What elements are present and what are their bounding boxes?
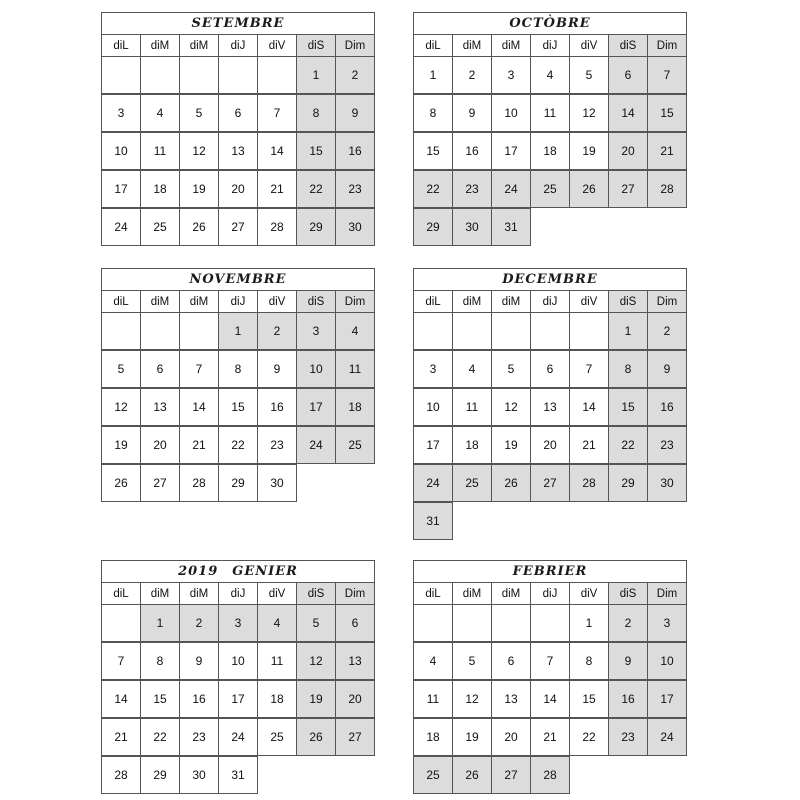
month-block-2 [101, 268, 375, 503]
month-grid [413, 34, 687, 247]
day-cell: 23 [257, 426, 297, 464]
weekday-header: diL [413, 34, 453, 57]
weekday-header: diS [608, 290, 648, 313]
day-cell: 12 [491, 388, 531, 426]
day-cell: 18 [140, 170, 180, 208]
day-cell: 27 [335, 718, 375, 756]
day-cell: 30 [452, 208, 492, 246]
month-name: OCTÒBRE [509, 16, 591, 31]
empty-cell [413, 604, 453, 642]
day-cell: 16 [179, 680, 219, 718]
weekday-header: diM [179, 34, 219, 57]
month-grid [101, 34, 375, 247]
day-cell: 5 [569, 56, 609, 94]
day-cell: 5 [491, 350, 531, 388]
empty-cell [101, 56, 141, 94]
day-cell: 14 [257, 132, 297, 170]
day-cell: 29 [218, 464, 258, 502]
day-cell: 24 [647, 718, 687, 756]
empty-cell [140, 56, 180, 94]
day-cell: 3 [101, 94, 141, 132]
day-cell: 16 [335, 132, 375, 170]
day-cell: 2 [335, 56, 375, 94]
day-cell: 10 [491, 94, 531, 132]
day-cell: 22 [140, 718, 180, 756]
day-cell: 26 [179, 208, 219, 246]
month-block-5 [413, 560, 687, 795]
day-cell: 3 [218, 604, 258, 642]
empty-cell [413, 312, 453, 350]
day-cell: 16 [608, 680, 648, 718]
day-cell: 11 [335, 350, 375, 388]
day-cell: 24 [296, 426, 336, 464]
empty-cell [569, 312, 609, 350]
day-cell: 14 [608, 94, 648, 132]
weekday-header: diJ [218, 582, 258, 605]
month-name: FEBRIER [512, 564, 588, 579]
day-cell: 16 [257, 388, 297, 426]
day-cell: 1 [218, 312, 258, 350]
day-cell: 23 [647, 426, 687, 464]
day-cell: 25 [413, 756, 453, 794]
weekday-header: diM [452, 34, 492, 57]
day-cell: 4 [335, 312, 375, 350]
day-cell: 28 [257, 208, 297, 246]
day-cell: 15 [647, 94, 687, 132]
day-cell: 26 [452, 756, 492, 794]
day-cell: 21 [101, 718, 141, 756]
day-cell: 19 [101, 426, 141, 464]
day-cell: 21 [647, 132, 687, 170]
weekday-header: diS [608, 34, 648, 57]
day-cell: 28 [530, 756, 570, 794]
day-cell: 3 [647, 604, 687, 642]
day-cell: 17 [218, 680, 258, 718]
day-cell: 6 [530, 350, 570, 388]
day-cell: 1 [296, 56, 336, 94]
day-cell: 23 [335, 170, 375, 208]
day-cell: 15 [140, 680, 180, 718]
weekday-header: diV [569, 34, 609, 57]
day-cell: 8 [569, 642, 609, 680]
day-cell: 30 [257, 464, 297, 502]
weekday-header: diM [452, 290, 492, 313]
day-cell: 14 [179, 388, 219, 426]
day-cell: 20 [335, 680, 375, 718]
weekday-header: diV [569, 582, 609, 605]
day-cell: 8 [218, 350, 258, 388]
month-name: NOVEMBRE [189, 272, 287, 287]
day-cell: 16 [452, 132, 492, 170]
day-cell: 27 [491, 756, 531, 794]
day-cell: 28 [179, 464, 219, 502]
day-cell: 13 [530, 388, 570, 426]
day-cell: 9 [647, 350, 687, 388]
day-cell: 24 [413, 464, 453, 502]
day-cell: 5 [179, 94, 219, 132]
month-block-0 [101, 12, 375, 247]
day-cell: 2 [257, 312, 297, 350]
month-block-1 [413, 12, 687, 247]
year-label: 2019 [178, 564, 219, 579]
day-cell: 29 [296, 208, 336, 246]
day-cell: 11 [530, 94, 570, 132]
month-grid [413, 582, 687, 795]
month-grid [101, 290, 375, 503]
day-cell: 15 [218, 388, 258, 426]
day-cell: 10 [413, 388, 453, 426]
month-block-3 [413, 268, 687, 541]
day-cell: 13 [140, 388, 180, 426]
day-cell: 31 [218, 756, 258, 794]
day-cell: 17 [413, 426, 453, 464]
day-cell: 29 [413, 208, 453, 246]
day-cell: 19 [491, 426, 531, 464]
day-cell: 25 [335, 426, 375, 464]
weekday-header: diS [608, 582, 648, 605]
day-cell: 25 [257, 718, 297, 756]
day-cell: 14 [530, 680, 570, 718]
day-cell: 4 [140, 94, 180, 132]
day-cell: 21 [569, 426, 609, 464]
weekday-header: diV [257, 582, 297, 605]
day-cell: 20 [608, 132, 648, 170]
day-cell: 18 [530, 132, 570, 170]
day-cell: 12 [452, 680, 492, 718]
day-cell: 28 [569, 464, 609, 502]
day-cell: 10 [647, 642, 687, 680]
day-cell: 18 [257, 680, 297, 718]
day-cell: 15 [569, 680, 609, 718]
day-cell: 5 [452, 642, 492, 680]
day-cell: 9 [257, 350, 297, 388]
month-name: DECEMBRE [502, 272, 598, 287]
day-cell: 7 [179, 350, 219, 388]
weekday-header: Dim [335, 290, 375, 313]
empty-cell [101, 312, 141, 350]
day-cell: 22 [296, 170, 336, 208]
day-cell: 28 [647, 170, 687, 208]
day-cell: 30 [335, 208, 375, 246]
day-cell: 27 [530, 464, 570, 502]
day-cell: 13 [335, 642, 375, 680]
weekday-header: Dim [335, 582, 375, 605]
day-cell: 6 [491, 642, 531, 680]
day-cell: 13 [218, 132, 258, 170]
day-cell: 18 [413, 718, 453, 756]
empty-cell [452, 312, 492, 350]
weekday-header: diV [257, 34, 297, 57]
weekday-header: diL [101, 582, 141, 605]
day-cell: 23 [179, 718, 219, 756]
weekday-header: diS [296, 582, 336, 605]
day-cell: 31 [413, 502, 453, 540]
weekday-header: diJ [218, 34, 258, 57]
day-cell: 23 [452, 170, 492, 208]
day-cell: 26 [491, 464, 531, 502]
weekday-header: diM [179, 290, 219, 313]
day-cell: 12 [179, 132, 219, 170]
day-cell: 17 [101, 170, 141, 208]
weekday-header: diM [491, 290, 531, 313]
day-cell: 18 [452, 426, 492, 464]
day-cell: 1 [140, 604, 180, 642]
weekday-header: Dim [647, 290, 687, 313]
weekday-header: diM [140, 582, 180, 605]
day-cell: 17 [647, 680, 687, 718]
day-cell: 7 [647, 56, 687, 94]
day-cell: 6 [335, 604, 375, 642]
day-cell: 23 [608, 718, 648, 756]
weekday-header: Dim [335, 34, 375, 57]
day-cell: 12 [569, 94, 609, 132]
weekday-header: diM [179, 582, 219, 605]
empty-cell [101, 604, 141, 642]
weekday-header: diL [101, 290, 141, 313]
day-cell: 11 [413, 680, 453, 718]
day-cell: 19 [569, 132, 609, 170]
day-cell: 8 [608, 350, 648, 388]
day-cell: 12 [101, 388, 141, 426]
month-grid [413, 290, 687, 541]
weekday-header: diL [413, 582, 453, 605]
day-cell: 21 [530, 718, 570, 756]
weekday-header: Dim [647, 34, 687, 57]
empty-cell [491, 604, 531, 642]
weekday-header: diM [452, 582, 492, 605]
day-cell: 4 [257, 604, 297, 642]
empty-cell [530, 312, 570, 350]
day-cell: 8 [140, 642, 180, 680]
day-cell: 6 [218, 94, 258, 132]
empty-cell [218, 56, 258, 94]
empty-cell [257, 56, 297, 94]
day-cell: 15 [413, 132, 453, 170]
day-cell: 10 [218, 642, 258, 680]
day-cell: 22 [413, 170, 453, 208]
day-cell: 21 [179, 426, 219, 464]
day-cell: 25 [140, 208, 180, 246]
day-cell: 6 [140, 350, 180, 388]
day-cell: 25 [452, 464, 492, 502]
day-cell: 19 [296, 680, 336, 718]
day-cell: 11 [140, 132, 180, 170]
weekday-header: diL [413, 290, 453, 313]
day-cell: 1 [413, 56, 453, 94]
day-cell: 8 [413, 94, 453, 132]
day-cell: 30 [647, 464, 687, 502]
day-cell: 27 [218, 208, 258, 246]
day-cell: 10 [296, 350, 336, 388]
month-title [413, 268, 687, 290]
day-cell: 24 [218, 718, 258, 756]
day-cell: 2 [179, 604, 219, 642]
day-cell: 29 [140, 756, 180, 794]
weekday-header: diJ [530, 582, 570, 605]
day-cell: 16 [647, 388, 687, 426]
day-cell: 14 [569, 388, 609, 426]
day-cell: 7 [569, 350, 609, 388]
day-cell: 9 [179, 642, 219, 680]
empty-cell [179, 312, 219, 350]
day-cell: 13 [491, 680, 531, 718]
day-cell: 3 [296, 312, 336, 350]
day-cell: 17 [296, 388, 336, 426]
day-cell: 22 [608, 426, 648, 464]
day-cell: 12 [296, 642, 336, 680]
empty-cell [530, 604, 570, 642]
empty-cell [140, 312, 180, 350]
day-cell: 2 [647, 312, 687, 350]
day-cell: 7 [257, 94, 297, 132]
month-title [101, 560, 375, 582]
month-block-4 [101, 560, 375, 795]
day-cell: 31 [491, 208, 531, 246]
day-cell: 4 [413, 642, 453, 680]
day-cell: 27 [140, 464, 180, 502]
day-cell: 5 [101, 350, 141, 388]
day-cell: 24 [491, 170, 531, 208]
day-cell: 28 [101, 756, 141, 794]
day-cell: 1 [569, 604, 609, 642]
day-cell: 15 [296, 132, 336, 170]
day-cell: 1 [608, 312, 648, 350]
day-cell: 30 [179, 756, 219, 794]
day-cell: 17 [491, 132, 531, 170]
day-cell: 15 [608, 388, 648, 426]
weekday-header: diJ [218, 290, 258, 313]
day-cell: 11 [257, 642, 297, 680]
month-title [413, 560, 687, 582]
day-cell: 19 [179, 170, 219, 208]
month-title [101, 12, 375, 34]
day-cell: 8 [296, 94, 336, 132]
day-cell: 7 [101, 642, 141, 680]
day-cell: 29 [608, 464, 648, 502]
day-cell: 3 [491, 56, 531, 94]
month-name: GENIER [232, 564, 298, 579]
weekday-header: diL [101, 34, 141, 57]
month-grid [101, 582, 375, 795]
weekday-header: diV [569, 290, 609, 313]
day-cell: 9 [452, 94, 492, 132]
day-cell: 21 [257, 170, 297, 208]
month-title [413, 12, 687, 34]
day-cell: 22 [218, 426, 258, 464]
weekday-header: diJ [530, 34, 570, 57]
weekday-header: diS [296, 34, 336, 57]
day-cell: 2 [608, 604, 648, 642]
day-cell: 7 [530, 642, 570, 680]
day-cell: 20 [140, 426, 180, 464]
day-cell: 9 [608, 642, 648, 680]
weekday-header: Dim [647, 582, 687, 605]
weekday-header: diM [491, 34, 531, 57]
day-cell: 4 [530, 56, 570, 94]
day-cell: 20 [491, 718, 531, 756]
day-cell: 2 [452, 56, 492, 94]
weekday-header: diV [257, 290, 297, 313]
weekday-header: diM [140, 290, 180, 313]
day-cell: 19 [452, 718, 492, 756]
day-cell: 4 [452, 350, 492, 388]
empty-cell [179, 56, 219, 94]
day-cell: 20 [218, 170, 258, 208]
weekday-header: diJ [530, 290, 570, 313]
month-title [101, 268, 375, 290]
weekday-header: diM [140, 34, 180, 57]
empty-cell [452, 604, 492, 642]
day-cell: 20 [530, 426, 570, 464]
day-cell: 27 [608, 170, 648, 208]
day-cell: 3 [413, 350, 453, 388]
empty-cell [491, 312, 531, 350]
day-cell: 5 [296, 604, 336, 642]
day-cell: 24 [101, 208, 141, 246]
day-cell: 18 [335, 388, 375, 426]
day-cell: 25 [530, 170, 570, 208]
day-cell: 14 [101, 680, 141, 718]
weekday-header: diM [491, 582, 531, 605]
month-name: SETEMBRE [191, 16, 285, 31]
day-cell: 26 [569, 170, 609, 208]
day-cell: 9 [335, 94, 375, 132]
day-cell: 10 [101, 132, 141, 170]
day-cell: 26 [101, 464, 141, 502]
day-cell: 11 [452, 388, 492, 426]
day-cell: 26 [296, 718, 336, 756]
day-cell: 6 [608, 56, 648, 94]
weekday-header: diS [296, 290, 336, 313]
day-cell: 22 [569, 718, 609, 756]
